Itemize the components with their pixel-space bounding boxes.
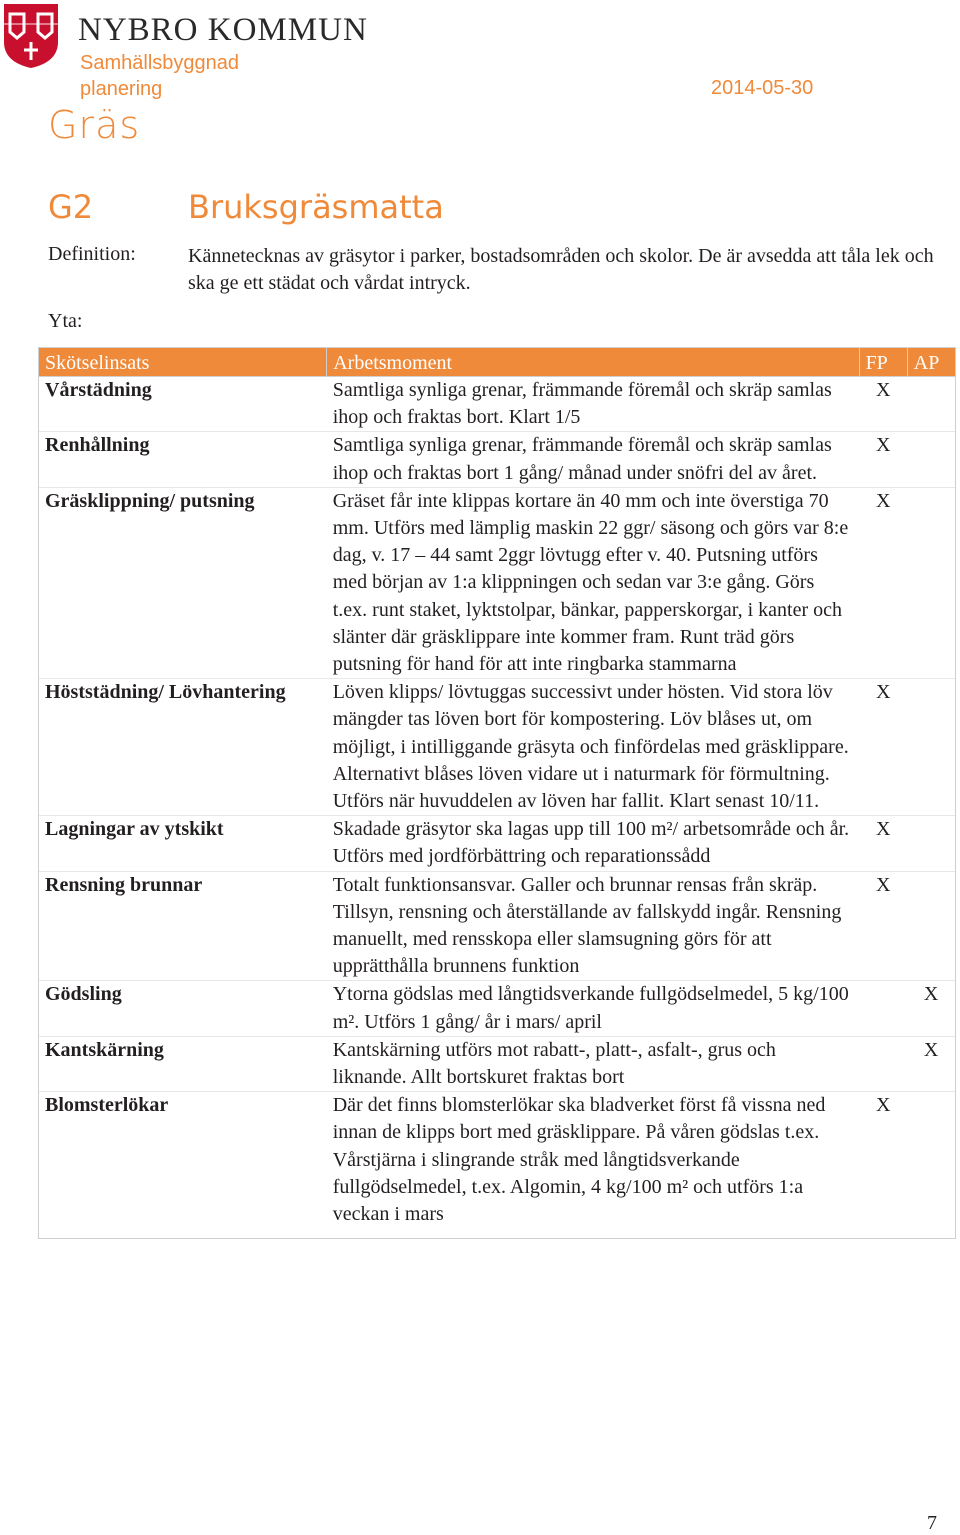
table-row — [39, 432, 956, 487]
row-ap-mark — [907, 1092, 955, 1239]
organization-name: NYBRO KOMMUN — [78, 12, 368, 48]
row-fp-mark — [859, 1036, 907, 1091]
row-ap-mark — [907, 432, 955, 487]
row-task: Kantskärning — [39, 1036, 327, 1091]
table-row — [39, 871, 956, 981]
row-description: Ytorna gödslas med långtidsverkande fullgödselmedel, 5 kg/100 m². Utförs 1 gång/ år i mars/ april — [327, 981, 859, 1036]
row-description: Kantskärning utförs mot rabatt-, platt-, asfalt-, grus och liknande. Allt bortskuret fraktas bort — [327, 1036, 859, 1091]
row-task: Vårstädning — [39, 377, 327, 432]
page-title: Gräs — [48, 103, 141, 147]
definition-text: Kännetecknas av gräsytor i parker, bostadsområden och skolor. De är avsedda att tåla lek och ska ge ett städat och vårdat intryck. — [188, 245, 934, 294]
row-task: Gödsling — [39, 981, 327, 1036]
row-fp-mark: X — [859, 377, 907, 432]
row-ap-mark — [907, 377, 955, 432]
table-row — [39, 1036, 956, 1091]
definition-label: Definition: — [48, 243, 136, 265]
area-label: Yta: — [48, 310, 83, 332]
table-row — [39, 981, 956, 1036]
maintenance-table — [38, 347, 956, 1239]
table-row — [39, 816, 956, 871]
table-row — [39, 487, 956, 678]
row-description: Löven klipps/ lövtuggas successivt under hösten. Vid stora löv mängder tas löven bort för kompostering. Löv blåses ut, om möjligt, i intilliggande gräsyta och finfördelas med gräsklippare. Alternativt blåses löven vidare ut i naturmark för förmultning. Utförs när huvuddelen av löven har fallit. Klart senast 10/11. — [327, 679, 859, 816]
row-task: Blomsterlökar — [39, 1092, 327, 1239]
row-task: Renhållning — [39, 432, 327, 487]
table-row — [39, 679, 956, 816]
row-description: Skadade gräsytor ska lagas upp till 100 m²/ arbetsområde och år. Utförs med jordförbättring och reparationssådd — [327, 816, 859, 871]
page-number: 7 — [927, 1512, 937, 1534]
table-row — [39, 377, 956, 432]
row-fp-mark: X — [859, 679, 907, 816]
row-description: Totalt funktionsansvar. Galler och brunnar rensas från skräp. Tillsyn, rensning och återställande av fallskydd ingår. Rensning manuellt, med rensskopa eller slamsugning görs för att upprätthålla brunnens funktion — [327, 871, 859, 981]
row-ap-mark — [907, 871, 955, 981]
municipality-logo — [2, 2, 60, 70]
row-fp-mark: X — [859, 432, 907, 487]
department-name: Samhällsbyggnad planering — [80, 52, 239, 100]
row-ap-mark: X — [907, 1036, 955, 1091]
column-header-fp: FP — [859, 348, 907, 377]
column-header-ap: AP — [907, 348, 955, 377]
section-code: G2 — [48, 188, 94, 226]
column-header-arbetsmoment: Arbetsmoment — [327, 348, 859, 377]
row-ap-mark — [907, 487, 955, 678]
row-ap-mark: X — [907, 981, 955, 1036]
row-description: Samtliga synliga grenar, främmande föremål och skräp samlas ihop och fraktas bort. Klart 1/5 — [327, 377, 859, 432]
row-fp-mark — [859, 981, 907, 1036]
row-fp-mark: X — [859, 487, 907, 678]
row-ap-mark — [907, 679, 955, 816]
section-title: Bruksgräsmatta — [188, 188, 444, 226]
document-date: 2014-05-30 — [711, 77, 814, 99]
row-fp-mark: X — [859, 1092, 907, 1239]
row-fp-mark: X — [859, 871, 907, 981]
row-task: Höststädning/ Lövhantering — [39, 679, 327, 816]
row-description: Där det finns blomsterlökar ska bladverket först få vissna ned innan de klipps bort med gräsklippare. På våren gödslas t.ex. Vårstjärna i slingrande stråk med långtidsverkande fullgödselmedel, t.ex. Algomin, 4 kg/100 m² och utförs 1:a veckan i mars — [327, 1092, 859, 1239]
table-header-row — [39, 348, 956, 377]
row-description: Samtliga synliga grenar, främmande föremål och skräp samlas ihop och fraktas bort 1 gång/ månad under snöfri del av året. — [327, 432, 859, 487]
column-header-skotselinsats: Skötselinsats — [39, 348, 327, 377]
row-task: Gräsklippning/ putsning — [39, 487, 327, 678]
row-task: Rensning brunnar — [39, 871, 327, 981]
table-row — [39, 1092, 956, 1239]
row-description: Gräset får inte klippas kortare än 40 mm och inte överstiga 70 mm. Utförs med lämplig maskin 22 ggr/ säsong och görs var 8:e dag, v. 17 – 44 samt 2ggr lövtugg efter v. 40. Putsning utförs med början av 1:a klippningen och sedan var 3:e gång. Görs t.ex. runt staket, lyktstolpar, bänkar, papperskorgar, i kanter och slänter där gräsklippare inte kommer fram. Runt träd görs putsning för hand för att inte ringbarka stammarna — [327, 487, 859, 678]
row-ap-mark — [907, 816, 955, 871]
row-task: Lagningar av ytskikt — [39, 816, 327, 871]
row-fp-mark: X — [859, 816, 907, 871]
